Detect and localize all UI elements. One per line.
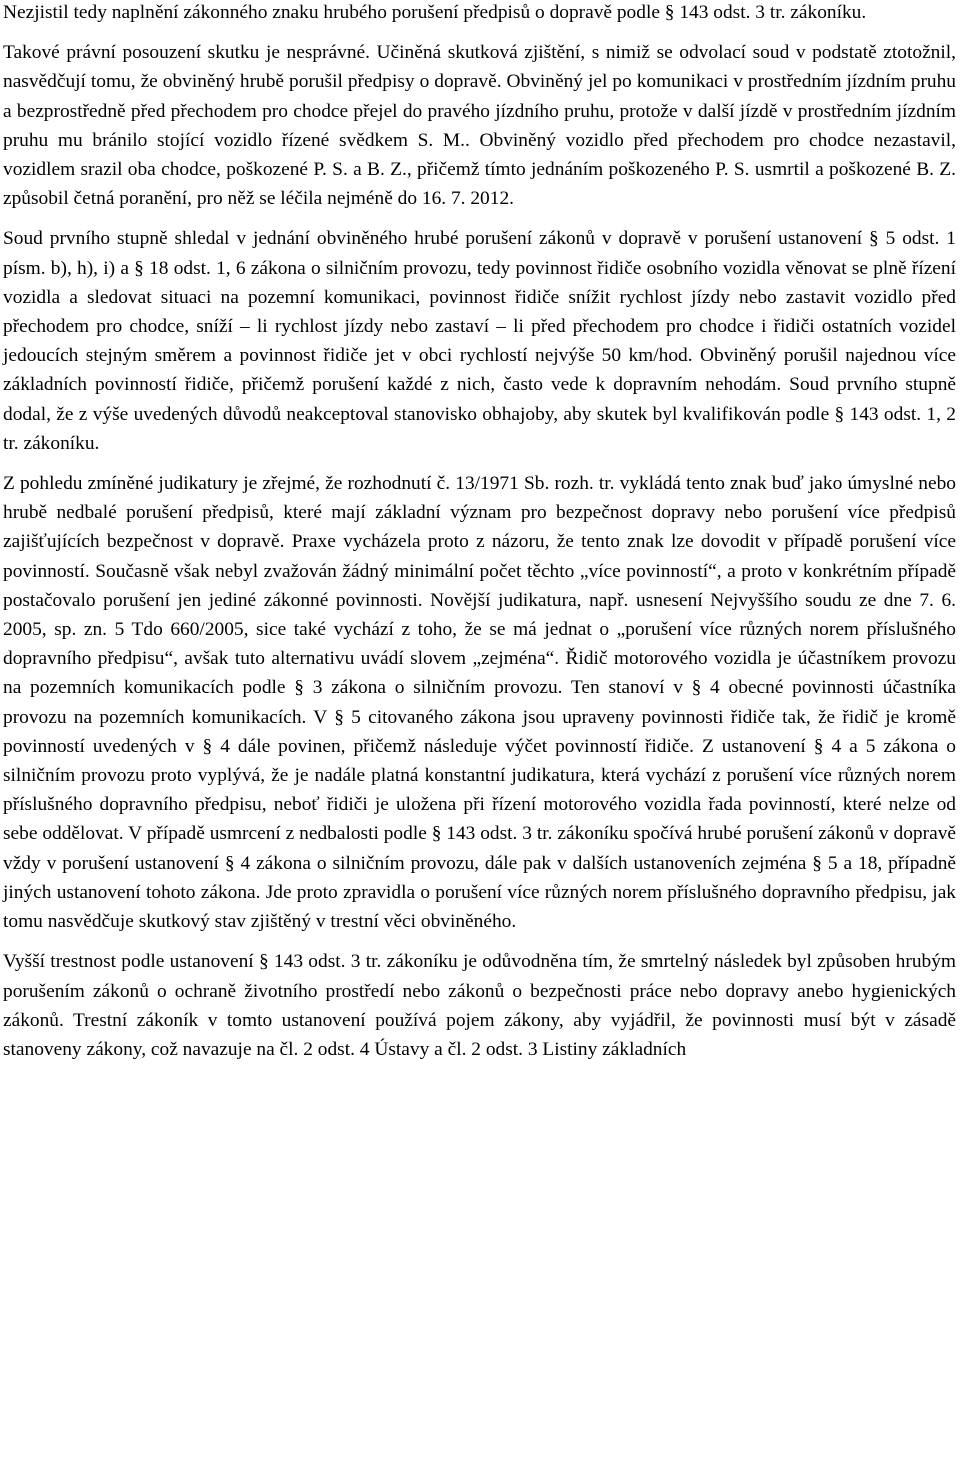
paragraph-5: Vyšší trestnost podle ustanovení § 143 odst. 3 tr. zákoníku je odůvodněna tím, že smrtelný následek byl způsoben hrubým porušením zákonů o ochraně životního prostředí nebo zákonů o bezpečnosti práce nebo dopravy anebo hygienických zákonů. Trestní zákoník v tomto ustanovení používá pojem zákony, aby vyjádřil, že povinnosti musí být v zásadě stanoveny zákony, což navazuje na čl. 2 odst. 4 Ústavy a čl. 2 odst. 3 Listiny základních — [3, 951, 956, 1060]
paragraph-2: Takové právní posouzení skutku je nesprávné. Učiněná skutková zjištění, s nimiž se odvolací soud v podstatě ztotožnil, nasvědčují tomu, že obviněný hrubě porušil předpisy o dopravě. Obviněný jel po komunikaci v prostředním jízdním pruhu a bezprostředně před přechodem pro chodce přejel do pravého jízdního pruhu, protože v další jízdě v prostředním jízdním pruhu mu bránilo stojící vozidlo řízené svědkem S. M.. Obviněný vozidlo před přechodem pro chodce nezastavil, vozidlem srazil oba chodce, poškozené P. S. a B. Z., přičemž tímto jednáním poškozeného P. S. usmrtil a poškozené B. Z. způsobil četná poranění, pro něž se léčila nejméně do 16. 7. 2012. — [3, 42, 956, 210]
paragraph-1: Nezjistil tedy naplnění zákonného znaku hrubého porušení předpisů o dopravě podle § 143 odst. 3 tr. zákoníku. — [3, 2, 867, 23]
paragraph-4: Z pohledu zmíněné judikatury je zřejmé, že rozhodnutí č. 13/1971 Sb. rozh. tr. vykládá tento znak buď jako úmyslné nebo hrubě nedbalé porušení předpisů, které mají základní význam pro bezpečnost dopravy nebo porušení více předpisů zajišťujících bezpečnost v dopravě. Praxe vycházela proto z názoru, že tento znak lze dovodit v případě porušení více povinností. Současně však nebyl zvažován žádný minimální počet těchto „více povinností“, a proto v konkrétním případě postačovalo porušení jen jediné zákonné povinnosti. Novější judikatura, např. usnesení Nejvyššího soudu ze dne 7. 6. 2005, sp. zn. 5 Tdo 660/2005, sice také vychází z toho, že se má jednat o „porušení více různých norem příslušného dopravního předpisu“, avšak tuto alternativu uvádí slovem „zejména“. Řidič motorového vozidla je účastníkem provozu na pozemních komunikacích podle § 3 zákona o silničním provozu. Ten stanoví v § 4 obecné povinnosti účastníka provozu na pozemních komunikacích. V § 5 citovaného zákona jsou upraveny povinnosti řidiče tak, že řidič je kromě povinností uvedených v § 4 dále povinen, přičemž následuje výčet povinností řidiče. Z ustanovení § 4 a 5 zákona o silničním provozu proto vyplývá, že je nadále platná konstantní judikatura, která vychází z porušení více různých norem příslušného dopravního předpisu, neboť řidiči je uložena při řízení motorového vozidla řada povinností, které nelze od sebe oddělovat. V případě usmrcení z nedbalosti podle § 143 odst. 3 tr. zákoníku spočívá hrubé porušení zákonů v dopravě vždy v porušení ustanovení § 4 zákona o silničním provozu, dále pak v dalších ustanoveních zejména § 5 a 18, případně jiných ustanovení tohoto zákona. Jde proto zpravidla o porušení více různých norem příslušného dopravního předpisu, jak tomu nasvědčuje skutkový stav zjištěný v trestní věci obviněného. — [3, 473, 956, 933]
paragraph-3: Soud prvního stupně shledal v jednání obviněného hrubé porušení zákonů v dopravě v porušení ustanovení § 5 odst. 1 písm. b), h), i) a § 18 odst. 1, 6 zákona o silničním provozu, tedy povinnost řidiče osobního vozidla věnovat se plně řízení vozidla a sledovat situaci na pozemní komunikaci, povinnost řidiče snížit rychlost jízdy nebo zastavit vozidlo před přechodem pro chodce, sníží – li rychlost jízdy nebo zastaví – li před přechodem pro chodce i řidiči ostatních vozidel jedoucích stejným směrem a povinnost řidiče jet v obci rychlostí nejvýše 50 km/hod. Obviněný porušil najednou více základních povinností řidiče, přičemž porušení každé z nich, často vede k dopravním nehodám. Soud prvního stupně dodal, že z výše uvedených důvodů neakceptoval stanovisko obhajoby, aby skutek byl kvalifikován podle § 143 odst. 1, 2 tr. zákoníku. — [3, 228, 956, 454]
document-page — [3, 0, 956, 1064]
